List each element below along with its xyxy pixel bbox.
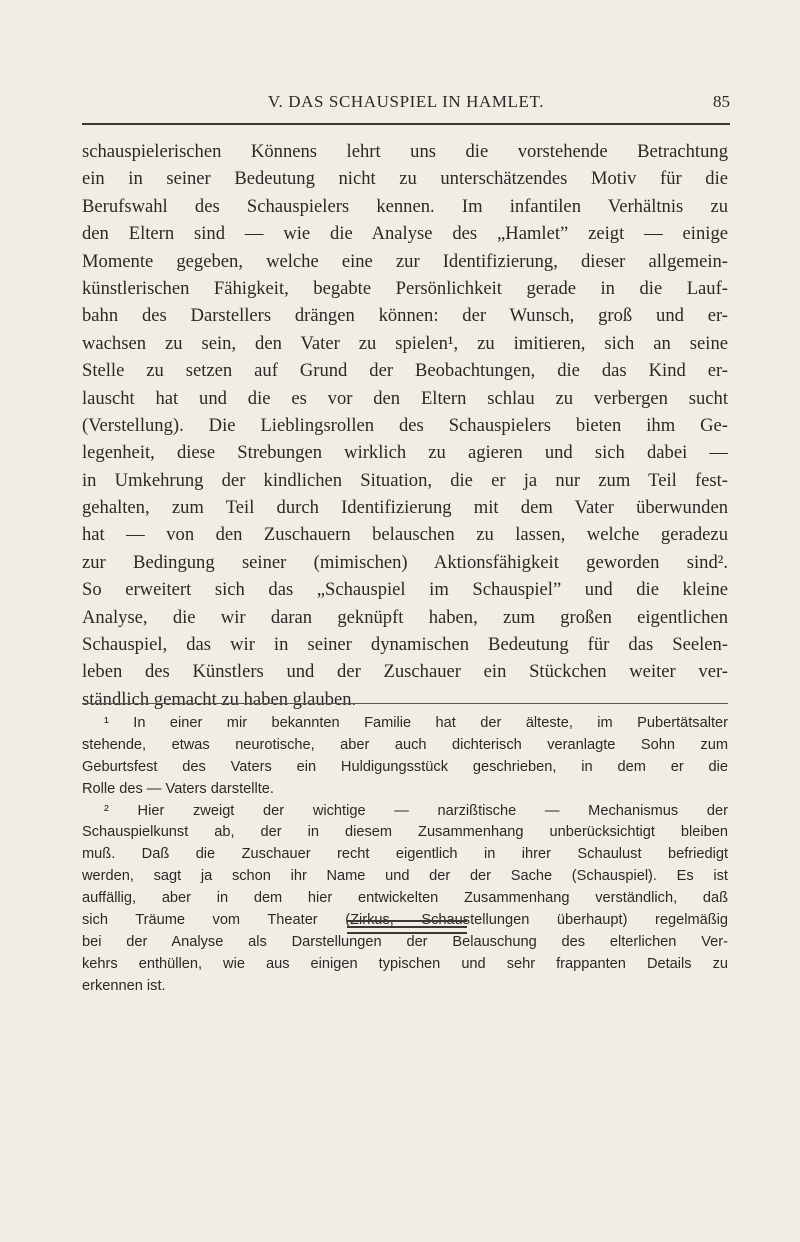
- text-line: ein in seiner Bedeutung nicht zu unterschätzendes Motiv für die: [82, 168, 728, 190]
- footnote-line: Geburtsfest des Vaters ein Huldigungsstück geschrieben, in dem er die: [82, 758, 728, 775]
- footnote-line: stehende, etwas neurotische, aber auch dichterisch veranlagte Sohn zum: [82, 736, 728, 753]
- text-line: bahn des Darstellers drängen können: der Wunsch, groß und er-: [82, 305, 728, 327]
- text-line: Schauspiel, das wir in seiner dynamischen Bedeutung für das Seelen-: [82, 634, 728, 656]
- footnote-line: ¹ In einer mir bekannten Familie hat der älteste, im Pubertätsalter: [104, 715, 728, 731]
- text-line: gehalten, zum Teil durch Identifizierung mit dem Vater überwunden: [82, 497, 728, 519]
- footnote-line: sich Träume vom Theater (Zirkus, Schaustellungen überhaupt) regelmäßig: [82, 912, 728, 929]
- text-line: Analyse, die wir daran geknüpft haben, zum großen eigentlichen: [82, 606, 728, 628]
- page-number: 85: [713, 92, 730, 111]
- text-line: Momente gegeben, welche eine zur Identifizierung, dieser allgemein-: [82, 250, 728, 272]
- footnote-line: ² Hier zweigt der wichtige — narzißtische — Mechanismus der: [104, 802, 728, 819]
- text-line: in Umkehrung der kindlichen Situation, die er ja nur zum Teil fest-: [82, 469, 728, 491]
- footnote-line: bei der Analyse als Darstellungen der Belauschung des elterlichen Ver-: [82, 933, 728, 950]
- text-line: legenheit, diese Strebungen wirklich zu agieren und sich dabei —: [82, 442, 728, 464]
- footnotes: [82, 713, 728, 998]
- text-line: (Verstellung). Die Lieblingsrollen des Schauspielers bieten ihm Ge-: [82, 414, 728, 436]
- text-line: zur Bedingung seiner (mimischen) Aktionsfähigkeit geworden sind².: [82, 551, 728, 573]
- end-rule: [347, 926, 467, 928]
- text-line: Berufswahl des Schauspielers kennen. Im infantilen Verhältnis zu: [82, 195, 728, 217]
- text-line: schauspielerischen Könnens lehrt uns die vorstehende Betrachtung: [82, 141, 728, 162]
- text-line: Stelle zu setzen auf Grund der Beobachtungen, die das Kind er-: [82, 360, 728, 382]
- header-rule: [82, 123, 730, 125]
- running-head: [82, 92, 730, 116]
- end-rule: [347, 920, 467, 922]
- text-line: wachsen zu sein, den Vater zu spielen¹, zu imitieren, sich an seine: [82, 332, 728, 354]
- footnote-rule: [82, 703, 728, 704]
- footnote-line: auffällig, aber in dem hier entwickelten Zusammenhang verständlich, daß: [82, 890, 728, 907]
- text-line: den Eltern sind — wie die Analyse des „Hamlet” zeigt — einige: [82, 223, 728, 245]
- footnote-line: muß. Daß die Zuschauer recht eigentlich in ihrer Schaulust befriedigt: [82, 846, 728, 863]
- footnote-line: kehrs enthüllen, wie aus einigen typischen und sehr frappanten Details zu: [82, 955, 728, 972]
- text-line: hat — von den Zuschauern belauschen zu lassen, welche geradezu: [82, 524, 728, 546]
- text-line: leben des Künstlers und der Zuschauer ein Stückchen weiter ver-: [82, 661, 728, 683]
- end-ornament-rules: [347, 920, 467, 938]
- footnote-line: Schauspielkunst ab, der in diesem Zusammenhang unberücksichtigt bleiben: [82, 824, 728, 841]
- footnote-line: werden, sagt ja schon ihr Name und der der Sache (Schauspiel). Es ist: [82, 868, 728, 885]
- footnote-line: Rolle des — Vaters darstellte.: [82, 780, 274, 797]
- text-line: So erweitert sich das „Schauspiel im Schauspiel” und die kleine: [82, 579, 728, 601]
- footnote-line: erkennen ist.: [82, 977, 166, 994]
- text-line: künstlerischen Fähigkeit, begabte Persönlichkeit gerade in die Lauf-: [82, 277, 728, 299]
- chapter-title: V. DAS SCHAUSPIEL IN HAMLET.: [267, 92, 545, 111]
- main-text: [82, 138, 728, 713]
- text-line: ständlich gemacht zu haben glauben.: [82, 688, 357, 710]
- end-rule: [347, 932, 467, 934]
- text-line: lauscht hat und die es vor den Eltern schlau zu verbergen sucht: [82, 387, 728, 409]
